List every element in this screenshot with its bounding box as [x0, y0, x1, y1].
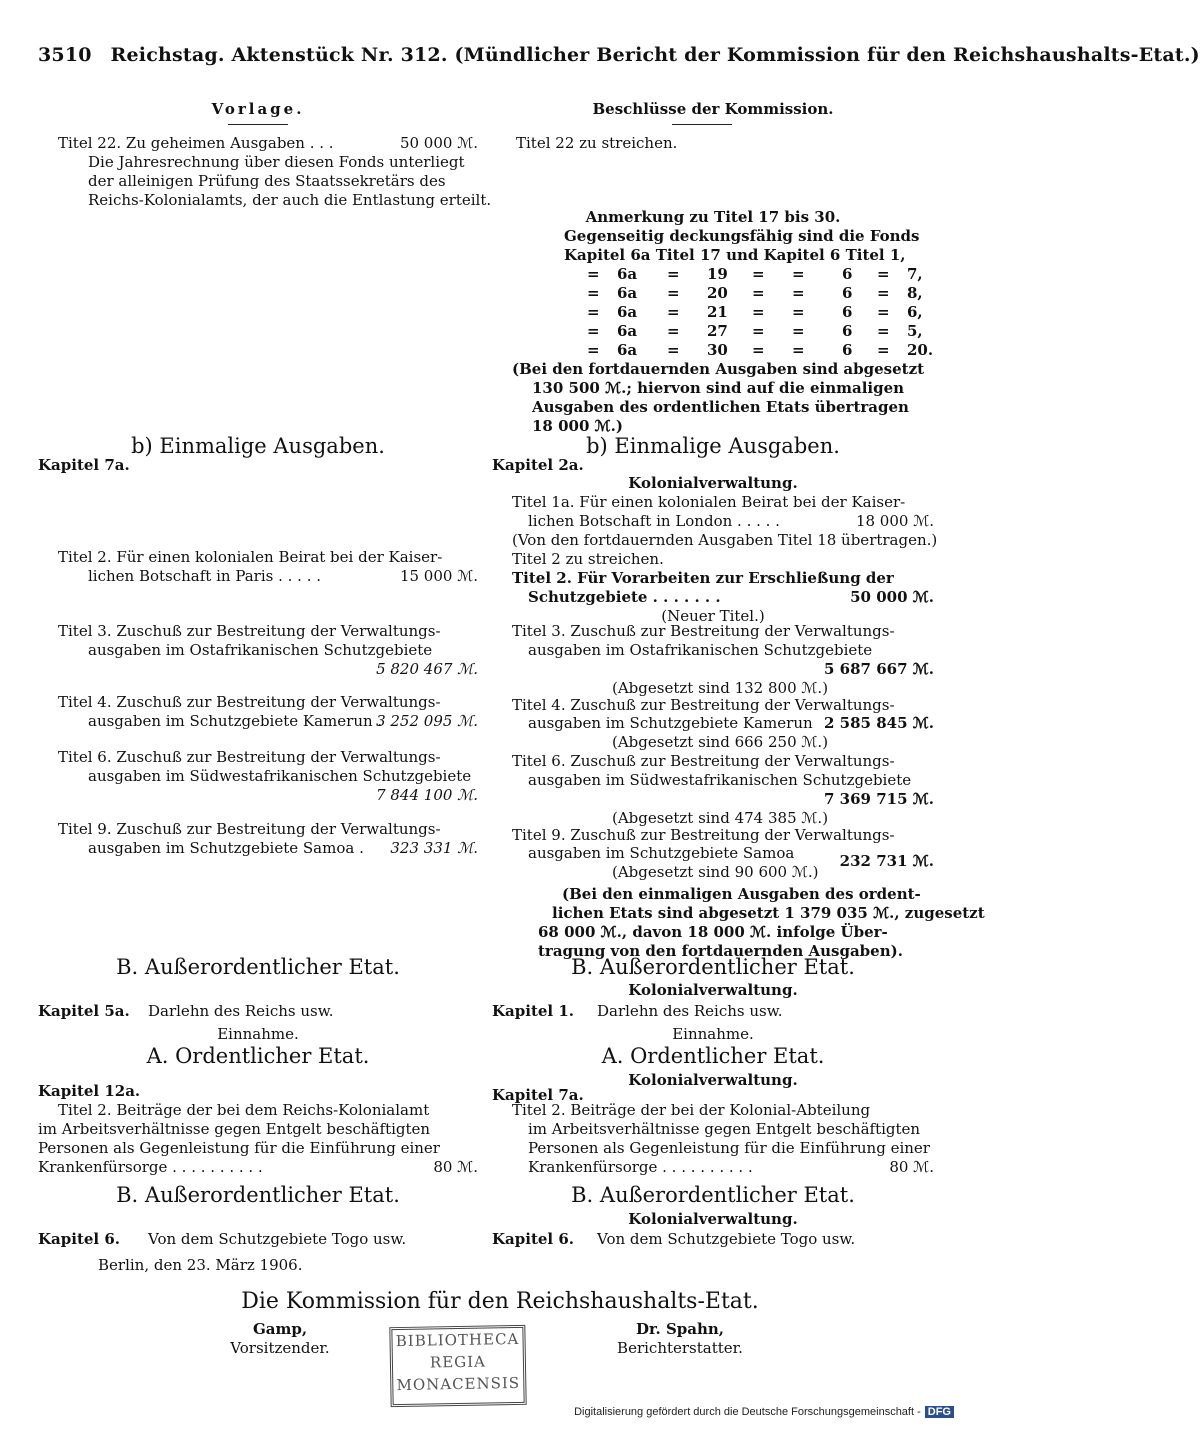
anmerkung-cell: = — [792, 303, 805, 321]
text-line: ausgaben im Schutzgebiete Kamerun . — [88, 712, 383, 730]
text-line: Von dem Schutzgebiete Togo usw. — [597, 1230, 856, 1248]
text-line: lichen Botschaft in Paris . . . . . — [88, 567, 322, 585]
text-line: Die Jahresrechnung über diesen Fonds unterliegt — [88, 153, 465, 171]
kapitel-label: Kapitel 1. — [492, 1002, 574, 1020]
text-line: (Abgesetzt sind 666 250 ℳ.) — [612, 733, 829, 751]
text-line: Krankenfürsorge . . . . . . . . . . — [38, 1158, 263, 1176]
subheading: Kolonialverwaltung. — [628, 1210, 798, 1228]
section-heading: A. Ordentlicher Etat. — [146, 1044, 370, 1068]
anmerkung-cell: = — [752, 284, 765, 302]
anmerkung-cell: = — [752, 265, 765, 283]
text-line: Darlehn des Reichs usw. — [597, 1002, 783, 1020]
anmerkung-cell: 6, — [907, 303, 923, 321]
anmerkung-cell: = — [667, 303, 680, 321]
text-line: Personen als Gegenleistung für die Einführung einer — [528, 1139, 930, 1157]
text-line: (Bei den einmaligen Ausgaben des ordent- — [562, 885, 921, 903]
section-heading: b) Einmalige Ausgaben. — [586, 434, 840, 458]
chair-name: Gamp, — [252, 1320, 308, 1338]
anmerkung-cell: 6a — [617, 284, 638, 302]
anmerkung-cell: 7, — [907, 265, 923, 283]
amount: 7 369 715 ℳ. — [824, 790, 934, 808]
text-line: (Abgesetzt sind 132 800 ℳ.) — [612, 679, 829, 697]
footer — [574, 1406, 954, 1418]
text-line: (Von den fortdauernden Ausgaben Titel 18 übertragen.) — [512, 531, 938, 549]
commission-title: Die Kommission für den Reichshaushalts-Etat. — [241, 1289, 759, 1314]
text-line: Titel 3. Zuschuß zur Bestreitung der Verwaltungs- — [58, 622, 441, 640]
kapitel-label: Kapitel 12a. — [38, 1082, 141, 1100]
text-line: ausgaben im Ostafrikanischen Schutzgebiete — [88, 641, 433, 659]
section-heading: B. Außerordentlicher Etat. — [571, 955, 855, 979]
text-line: Titel 9. Zuschuß zur Bestreitung der Verwaltungs- — [58, 820, 441, 838]
anmerkung-cell: = — [667, 322, 680, 340]
text-line: Titel 2 zu streichen. — [512, 550, 664, 568]
subheading: Einnahme. — [672, 1025, 754, 1043]
anmerkung-cell: = — [667, 265, 680, 283]
text-line: tragung von den fortdauernden Ausgaben). — [538, 942, 903, 960]
amount: 323 331 ℳ. — [390, 839, 478, 857]
anmerkung-cell: = — [587, 265, 600, 283]
dfg-logo: DFG — [925, 1406, 954, 1418]
amount: 15 000 ℳ. — [399, 567, 478, 585]
amount: 18 000 ℳ. — [855, 512, 934, 530]
divider — [672, 124, 732, 125]
page-number: 3510 — [38, 44, 92, 66]
anmerkung-row — [587, 303, 932, 322]
stamp-line: BIBLIOTHECA — [395, 1329, 520, 1351]
anmerkung-cell: 19 — [707, 265, 728, 283]
text-line: Titel 4. Zuschuß zur Bestreitung der Verwaltungs- — [512, 696, 895, 714]
anmerkung-cell: = — [792, 265, 805, 283]
text-line: Titel 9. Zuschuß zur Bestreitung der Verwaltungs- — [512, 826, 895, 844]
amount: 5 820 467 ℳ. — [376, 660, 478, 678]
text-line: Personen als Gegenleistung für die Einführung einer — [38, 1139, 440, 1157]
text-line: Titel 2. Beiträge der bei der Kolonial-Abteilung — [512, 1101, 871, 1119]
text-line: (Neuer Titel.) — [661, 607, 765, 625]
anmerkung-cell: = — [792, 322, 805, 340]
text-line: 68 000 ℳ., davon 18 000 ℳ. infolge Über- — [538, 923, 888, 941]
anmerkung-cell: 27 — [707, 322, 728, 340]
amount: 3 252 095 ℳ. — [376, 712, 478, 730]
text-line: ausgaben im Südwestafrikanischen Schutzgebiete — [88, 767, 472, 785]
kapitel-label: Kapitel 2a. — [492, 456, 584, 474]
anmerkung-cell: = — [752, 303, 765, 321]
anmerkung-cell: 6a — [617, 341, 638, 359]
text-line: Titel 2. Für Vorarbeiten zur Erschließung der — [512, 569, 894, 587]
amount: 2 585 845 ℳ. — [824, 714, 934, 732]
anmerkung-cell: 6a — [617, 322, 638, 340]
anmerkung-cell: 6 — [842, 265, 853, 283]
anmerkung-row — [587, 341, 932, 360]
kapitel-label: Kapitel 6. — [492, 1230, 574, 1248]
section-heading: B. Außerordentlicher Etat. — [116, 1183, 400, 1207]
kapitel-label: Kapitel 7a. — [492, 1086, 584, 1104]
anmerkung-row — [587, 284, 932, 303]
subheading: Kolonialverwaltung. — [628, 474, 798, 492]
kapitel-label: Kapitel 5a. — [38, 1002, 130, 1020]
text-line: ausgaben im Schutzgebiete Kamerun — [528, 714, 813, 732]
subheading: Kolonialverwaltung. — [628, 981, 798, 999]
amount: 5 687 667 ℳ. — [824, 660, 934, 678]
subheading: Einnahme. — [217, 1025, 299, 1043]
anmerkung-row — [587, 322, 932, 341]
amount: 7 844 100 ℳ. — [376, 786, 478, 804]
text-line: ausgaben im Schutzgebiete Samoa . — [88, 839, 364, 857]
text-line: Schutzgebiete . . . . . . . — [528, 588, 721, 606]
chair-role: Vorsitzender. — [230, 1339, 330, 1357]
kapitel-label: Kapitel 6. — [38, 1230, 120, 1248]
anmerkung-cell: 6 — [842, 303, 853, 321]
text-line: (Abgesetzt sind 90 600 ℳ.) — [612, 863, 819, 881]
anmerkung-cell: = — [877, 284, 890, 302]
text-line: ausgaben im Schutzgebiete Samoa — [528, 844, 795, 862]
text-line: Titel 1a. Für einen kolonialen Beirat bei der Kaiser- — [512, 493, 906, 511]
anmerkung-row — [587, 265, 932, 284]
text-line: im Arbeitsverhältnisse gegen Entgelt beschäftigten — [38, 1120, 431, 1138]
anmerkung-cell: 5, — [907, 322, 923, 340]
text-line: ausgaben im Südwestafrikanischen Schutzgebiete — [528, 771, 912, 789]
anmerkung-cell: 6a — [617, 265, 638, 283]
text-line: lichen Botschaft in London . . . . . — [528, 512, 780, 530]
text-line: Darlehn des Reichs usw. — [148, 1002, 334, 1020]
amount: 80 ℳ. — [433, 1158, 478, 1176]
text-line: 130 500 ℳ.; hiervon sind auf die einmaligen — [532, 379, 905, 397]
reporter-role: Berichterstatter. — [617, 1339, 743, 1357]
reporter-name: Dr. Spahn, — [635, 1320, 725, 1338]
titel22-amount: 50 000 ℳ. — [399, 134, 478, 152]
section-heading: B. Außerordentlicher Etat. — [571, 1183, 855, 1207]
titel22-line: Titel 22. Zu geheimen Ausgaben . . . — [58, 134, 334, 152]
anmerkung-cell: 21 — [707, 303, 728, 321]
header-title: Reichstag. Aktenstück Nr. 312. (Mündlicher Bericht der Kommission für den Reichshaushalts-Etat.) — [110, 44, 1200, 66]
anmerkung-title: Anmerkung zu Titel 17 bis 30. — [585, 208, 841, 226]
subheading: Kolonialverwaltung. — [628, 1071, 798, 1089]
text-line: Krankenfürsorge . . . . . . . . . . — [528, 1158, 753, 1176]
section-heading: A. Ordentlicher Etat. — [601, 1044, 825, 1068]
text-line: Kapitel 6a Titel 17 und Kapitel 6 Titel 1, — [564, 246, 906, 264]
divider — [228, 124, 288, 125]
text-line: Titel 6. Zuschuß zur Bestreitung der Verwaltungs- — [512, 752, 895, 770]
left-heading: Vorlage. — [211, 100, 305, 118]
section-heading: B. Außerordentlicher Etat. — [116, 955, 400, 979]
anmerkung-cell: = — [877, 265, 890, 283]
library-stamp — [389, 1325, 526, 1407]
anmerkung-cell: 30 — [707, 341, 728, 359]
text-line: Reichs-Kolonialamts, der auch die Entlastung erteilt. — [88, 191, 492, 209]
kapitel-label: Kapitel 7a. — [38, 456, 130, 474]
text-line: Titel 2. Für einen kolonialen Beirat bei der Kaiser- — [58, 548, 443, 566]
anmerkung-cell: = — [587, 303, 600, 321]
amount: 50 000 ℳ. — [850, 588, 934, 606]
anmerkung-cell: = — [877, 303, 890, 321]
text-line: 18 000 ℳ.) — [532, 417, 623, 435]
stamp-line: REGIA — [429, 1352, 487, 1372]
amount: 80 ℳ. — [889, 1158, 934, 1176]
anmerkung-cell: = — [752, 341, 765, 359]
anmerkung-cell: = — [877, 322, 890, 340]
titel22-decision: Titel 22 zu streichen. — [516, 134, 678, 152]
right-heading: Beschlüsse der Kommission. — [592, 100, 834, 118]
anmerkung-cell: 6 — [842, 284, 853, 302]
anmerkung-cell: = — [587, 322, 600, 340]
text-line: lichen Etats sind abgesetzt 1 379 035 ℳ., zugesetzt — [552, 904, 985, 922]
anmerkung-cell: 6 — [842, 341, 853, 359]
anmerkung-cell: = — [877, 341, 890, 359]
anmerkung-cell: 20 — [707, 284, 728, 302]
text-line: (Bei den fortdauernden Ausgaben sind abgesetzt — [512, 360, 925, 378]
text-line: der alleinigen Prüfung des Staatssekretärs des — [88, 172, 446, 190]
text-line: im Arbeitsverhältnisse gegen Entgelt beschäftigten — [528, 1120, 921, 1138]
anmerkung-cell: = — [587, 284, 600, 302]
page-header — [38, 44, 1200, 66]
anmerkung-cell: = — [587, 341, 600, 359]
anmerkung-cell: = — [667, 341, 680, 359]
text-line: Gegenseitig deckungsfähig sind die Fonds — [564, 227, 920, 245]
text-line: Von dem Schutzgebiete Togo usw. — [148, 1230, 407, 1248]
footer-text: Digitalisierung gefördert durch die Deutsche Forschungsgemeinschaft - — [574, 1406, 921, 1418]
anmerkung-cell: = — [792, 284, 805, 302]
anmerkung-cell: = — [667, 284, 680, 302]
text-line: Titel 2. Beiträge der bei dem Reichs-Kolonialamt — [58, 1101, 430, 1119]
anmerkung-cell: 6a — [617, 303, 638, 321]
amount: 232 731 ℳ. — [839, 852, 934, 870]
text-line: Titel 4. Zuschuß zur Bestreitung der Verwaltungs- — [58, 693, 441, 711]
anmerkung-cell: 20. — [907, 341, 934, 359]
place-date: Berlin, den 23. März 1906. — [98, 1256, 303, 1274]
text-line: Ausgaben des ordentlichen Etats übertragen — [532, 398, 909, 416]
section-heading: b) Einmalige Ausgaben. — [131, 434, 385, 458]
text-line: ausgaben im Ostafrikanischen Schutzgebiete — [528, 641, 873, 659]
anmerkung-cell: = — [752, 322, 765, 340]
text-line: Titel 3. Zuschuß zur Bestreitung der Verwaltungs- — [512, 622, 895, 640]
text-line: Titel 6. Zuschuß zur Bestreitung der Verwaltungs- — [58, 748, 441, 766]
anmerkung-cell: 6 — [842, 322, 853, 340]
text-line: (Abgesetzt sind 474 385 ℳ.) — [612, 809, 829, 827]
anmerkung-cell: = — [792, 341, 805, 359]
stamp-line: MONACENSIS — [396, 1373, 521, 1395]
anmerkung-cell: 8, — [907, 284, 923, 302]
